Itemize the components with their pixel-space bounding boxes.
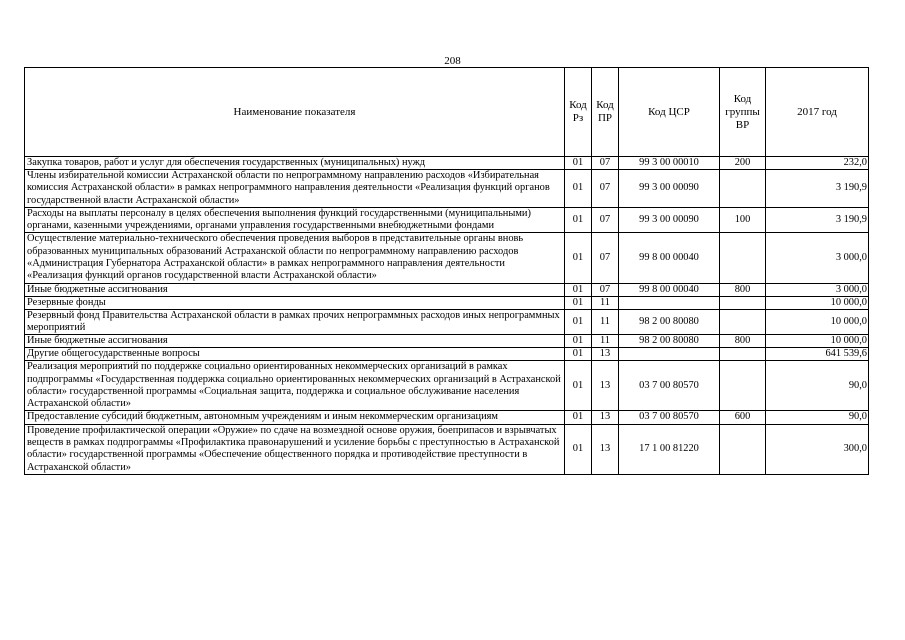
row-rz: 01 (565, 233, 592, 283)
row-rz: 01 (565, 170, 592, 208)
table-row (25, 207, 869, 233)
row-rz: 01 (565, 411, 592, 424)
row-csr: 99 3 00 00090 (619, 207, 720, 233)
row-rz: 01 (565, 283, 592, 296)
row-vr: 600 (720, 411, 766, 424)
table-header-row (25, 68, 869, 157)
row-rz: 01 (565, 207, 592, 233)
row-vr (720, 361, 766, 411)
row-vr (720, 424, 766, 474)
table-row (25, 348, 869, 361)
row-vr: 800 (720, 335, 766, 348)
row-name: Предоставление субсидий бюджетным, автономным учреждениям и иным некоммерческим организациям (25, 411, 565, 424)
row-name: Реализация мероприятий по поддержке социально ориентированных некоммерческих организаций в рамках подпрограммы «Государственная поддержка социально ориентированных некоммерческих организаций в Астраханской области» государственной программы «Социальная защита, поддержка и социальное обслуживание населения Астраханской области» (25, 361, 565, 411)
row-pr: 07 (592, 233, 619, 283)
row-amount: 232,0 (766, 157, 869, 170)
row-csr: 98 2 00 80080 (619, 335, 720, 348)
row-amount: 90,0 (766, 411, 869, 424)
row-csr: 98 2 00 80080 (619, 309, 720, 335)
header-csr: Код ЦСР (619, 68, 720, 157)
row-rz: 01 (565, 296, 592, 309)
row-csr: 99 3 00 00090 (619, 170, 720, 208)
row-amount: 10 000,0 (766, 335, 869, 348)
row-pr: 11 (592, 296, 619, 309)
header-name: Наименование показателя (25, 68, 565, 157)
row-csr (619, 296, 720, 309)
header-pr: Код ПР (592, 68, 619, 157)
row-pr: 07 (592, 170, 619, 208)
row-pr: 13 (592, 424, 619, 474)
row-amount: 3 000,0 (766, 233, 869, 283)
row-pr: 11 (592, 335, 619, 348)
row-amount: 3 190,9 (766, 170, 869, 208)
row-name: Резервные фонды (25, 296, 565, 309)
row-rz: 01 (565, 348, 592, 361)
row-pr: 13 (592, 411, 619, 424)
row-name: Члены избирательной комиссии Астраханской области по непрограммному направлению расходов «Избирательная комиссия Астраханской области» в рамках непрограммного направления деятельности «Реализация функций органов государственной власти Астраханской области» (25, 170, 565, 208)
row-pr: 11 (592, 309, 619, 335)
row-pr: 07 (592, 283, 619, 296)
table-row (25, 157, 869, 170)
page-number: 208 (444, 55, 461, 67)
row-csr (619, 348, 720, 361)
row-name: Осуществление материально-технического обеспечения проведения выборов в представительные органы вновь образованных муниципальных образований Астраханской области по непрограммному направлению расходов «Администрация Губернатора Астраханской области» в рамках непрограммного направления деятельности «Реализация функций органов государственной власти Астраханской области» (25, 233, 565, 283)
row-vr (720, 296, 766, 309)
row-name: Резервный фонд Правительства Астраханской области в рамках прочих непрограммных расходов иных непрограммных мероприятий (25, 309, 565, 335)
row-csr: 99 8 00 00040 (619, 233, 720, 283)
row-amount: 10 000,0 (766, 296, 869, 309)
table-row (25, 411, 869, 424)
row-csr: 03 7 00 80570 (619, 361, 720, 411)
row-pr: 07 (592, 157, 619, 170)
row-vr: 200 (720, 157, 766, 170)
row-name: Иные бюджетные ассигнования (25, 283, 565, 296)
table-row (25, 424, 869, 474)
row-amount: 10 000,0 (766, 309, 869, 335)
row-vr (720, 348, 766, 361)
table-row (25, 361, 869, 411)
row-vr (720, 170, 766, 208)
row-pr: 13 (592, 361, 619, 411)
header-rz: Код Рз (565, 68, 592, 157)
row-name: Иные бюджетные ассигнования (25, 335, 565, 348)
row-amount: 641 539,6 (766, 348, 869, 361)
row-vr: 800 (720, 283, 766, 296)
row-rz: 01 (565, 335, 592, 348)
row-vr (720, 233, 766, 283)
row-csr: 17 1 00 81220 (619, 424, 720, 474)
row-csr: 99 8 00 00040 (619, 283, 720, 296)
row-name: Другие общегосударственные вопросы (25, 348, 565, 361)
row-rz: 01 (565, 309, 592, 335)
row-rz: 01 (565, 157, 592, 170)
header-vr: Код группы ВР (720, 68, 766, 157)
table-row (25, 170, 869, 208)
row-amount: 3 000,0 (766, 283, 869, 296)
table-row (25, 309, 869, 335)
row-csr: 03 7 00 80570 (619, 411, 720, 424)
row-name: Расходы на выплаты персоналу в целях обеспечения выполнения функций государственными (муниципальными) органами, казенными учреждениями, органами управления государственными внебюджетными фондами (25, 207, 565, 233)
row-amount: 300,0 (766, 424, 869, 474)
row-name: Закупка товаров, работ и услуг для обеспечения государственных (муниципальных) нужд (25, 157, 565, 170)
row-rz: 01 (565, 361, 592, 411)
row-csr: 99 3 00 00010 (619, 157, 720, 170)
row-pr: 07 (592, 207, 619, 233)
budget-table (24, 67, 869, 475)
table-row (25, 296, 869, 309)
row-vr: 100 (720, 207, 766, 233)
header-year: 2017 год (766, 68, 869, 157)
row-name: Проведение профилактической операции «Оружие» по сдаче на возмездной основе оружия, боеприпасов и взрывчатых веществ в рамках подпрограммы «Профилактика правонарушений и усиление борьбы с преступностью в Астраханской области» государственной программы «Обеспечение общественного порядка и противодействие преступности в Астраханской области» (25, 424, 565, 474)
row-amount: 90,0 (766, 361, 869, 411)
table-row (25, 283, 869, 296)
row-amount: 3 190,9 (766, 207, 869, 233)
row-pr: 13 (592, 348, 619, 361)
row-vr (720, 309, 766, 335)
table-row (25, 233, 869, 283)
table-row (25, 335, 869, 348)
row-rz: 01 (565, 424, 592, 474)
